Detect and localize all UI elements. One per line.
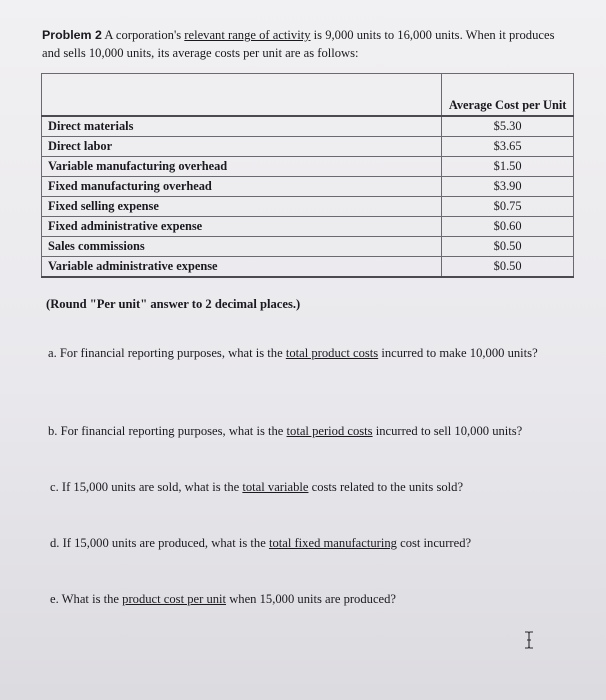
intro-text-end: is 9,000 units to 16,000 units. When it produces and sells 10,000 units, its average costs per unit are as follows: [42, 28, 555, 60]
row-label: Direct labor [42, 137, 442, 157]
question-e-end: when 15,000 units are produced? [226, 592, 397, 606]
row-label: Fixed administrative expense [42, 217, 442, 237]
table-header-blank [42, 74, 442, 117]
question-e [50, 591, 396, 608]
row-label: Sales commissions [42, 237, 442, 257]
table-row [42, 177, 574, 197]
total-product-costs-link[interactable]: total product costs [285, 346, 379, 360]
row-value: $5.30 [442, 116, 574, 137]
column-header-average-cost: Average Cost per Unit [442, 74, 574, 117]
table-row [42, 257, 574, 278]
problem-number: Problem 2 [42, 28, 102, 42]
question-d [50, 535, 471, 552]
table-row [42, 217, 574, 237]
question-c-end: costs related to the units sold? [308, 480, 464, 494]
question-b-end: incurred to sell 10,000 units? [372, 424, 523, 438]
total-fixed-manufacturing-link[interactable]: total fixed manufacturing [268, 536, 397, 550]
question-d-text: d. If 15,000 units are produced, what is the [50, 536, 269, 550]
question-a-end: incurred to make 10,000 units? [378, 346, 538, 360]
question-c-text: c. If 15,000 units are sold, what is the [50, 480, 243, 494]
text-cursor-icon [523, 631, 535, 649]
intro-text-start: A corporation's [101, 28, 185, 42]
row-label: Direct materials [42, 116, 442, 137]
table-header-row [42, 74, 574, 117]
question-b-text: b. For financial reporting purposes, what is the [48, 424, 287, 438]
table-row [42, 237, 574, 257]
table-row [42, 137, 574, 157]
question-c [50, 479, 463, 496]
total-period-costs-link[interactable]: total period costs [286, 424, 373, 438]
product-cost-per-unit-link[interactable]: product cost per unit [122, 592, 227, 606]
row-label: Fixed selling expense [42, 197, 442, 217]
cost-table [41, 73, 574, 278]
table-row [42, 157, 574, 177]
row-value: $0.50 [442, 237, 574, 257]
question-a [48, 345, 548, 362]
question-e-text: e. What is the [50, 592, 123, 606]
question-d-end: cost incurred? [396, 536, 472, 550]
row-value: $0.50 [442, 257, 574, 278]
row-label: Fixed manufacturing overhead [42, 177, 442, 197]
question-a-text: a. For financial reporting purposes, what is the [48, 346, 286, 360]
row-value: $0.75 [442, 197, 574, 217]
rounding-note: (Round "Per unit" answer to 2 decimal places.) [46, 297, 301, 311]
total-variable-link[interactable]: total variable [242, 480, 309, 494]
relevant-range-link[interactable]: relevant range of activity [184, 28, 311, 42]
row-value: $0.60 [442, 217, 574, 237]
row-label: Variable administrative expense [42, 257, 442, 278]
row-value: $3.65 [442, 137, 574, 157]
question-b [48, 423, 578, 440]
row-value: $3.90 [442, 177, 574, 197]
problem-statement [42, 26, 562, 62]
row-value: $1.50 [442, 157, 574, 177]
row-label: Variable manufacturing overhead [42, 157, 442, 177]
table-row [42, 116, 574, 137]
table-row [42, 197, 574, 217]
